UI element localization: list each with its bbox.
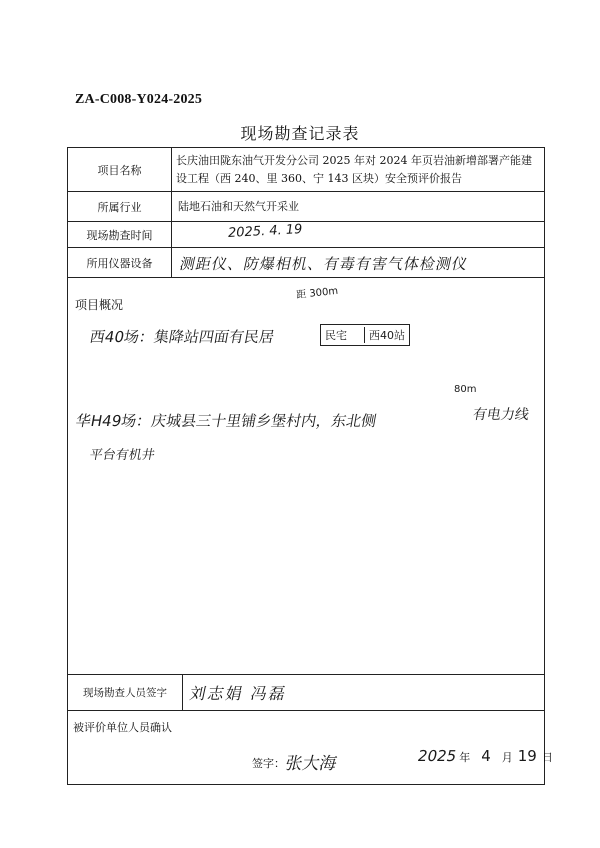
surveyor-signature-label: 现场勘查人员签字 (68, 675, 183, 710)
client-signature: 张大海 (283, 754, 339, 774)
client-date-year: 2025 (416, 747, 459, 765)
client-date-month-unit: 月 (501, 751, 513, 764)
document-title: 现场勘查记录表 (240, 124, 360, 143)
client-date-month: 4 (481, 747, 491, 765)
overview-note1: 西40场：集降站四面有民居 (88, 328, 276, 346)
client-date-day-unit: 日 (541, 751, 553, 764)
row-client-confirm (68, 711, 553, 784)
survey-record-form (67, 147, 553, 785)
overview-note2-distance: 80m (454, 384, 477, 395)
surveyor-signature: 刘志娟 冯磊 (187, 684, 289, 703)
survey-time-handwritten: 2025. 4. 19 (227, 222, 303, 241)
client-date-day: 19 (517, 747, 537, 765)
instruments-handwritten: 测距仪、防爆相机、有毒有害气体检测仪 (177, 255, 470, 273)
overview-label: 项目概况 (75, 298, 124, 312)
row-surveyor-signature (68, 675, 544, 711)
overview-note1-box-a: 民宅 (325, 329, 347, 342)
client-date (418, 747, 553, 765)
survey-time-label: 现场勘查时间 (68, 222, 172, 247)
industry-value: 陆地石油和天然气开采业 (178, 199, 299, 213)
project-name-label: 项目名称 (68, 148, 172, 191)
row-project-name (68, 148, 544, 192)
row-overview (68, 278, 544, 675)
overview-note2-tail: 有电力线 (471, 407, 531, 423)
row-survey-time (68, 222, 544, 248)
client-date-year-unit: 年 (459, 751, 471, 764)
row-instruments (68, 248, 544, 278)
overview-note1-distance: 距 300m (295, 285, 339, 302)
industry-label: 所属行业 (68, 192, 172, 221)
row-industry (68, 192, 544, 222)
client-sign-label: 签字： (252, 757, 285, 770)
overview-note1-box-b: 西40站 (364, 327, 405, 343)
overview-note2-line1: 华H49场：庆城县三十里铺乡堡村内，东北侧 (74, 412, 378, 430)
instruments-label: 所用仪器设备 (68, 248, 172, 277)
document-code: ZA-C008-Y024-2025 (75, 92, 203, 107)
client-confirm-label: 被评价单位人员确认 (73, 721, 172, 734)
overview-note1-box (320, 324, 410, 346)
overview-note2-line2: 平台有机井 (88, 448, 156, 463)
project-name-value: 长庆油田陇东油气开发分公司 2025 年对 2024 年页岩油新增部署产能建设工程（西 240、里 360、宁 143 区块）安全预评价报告 (176, 153, 532, 185)
